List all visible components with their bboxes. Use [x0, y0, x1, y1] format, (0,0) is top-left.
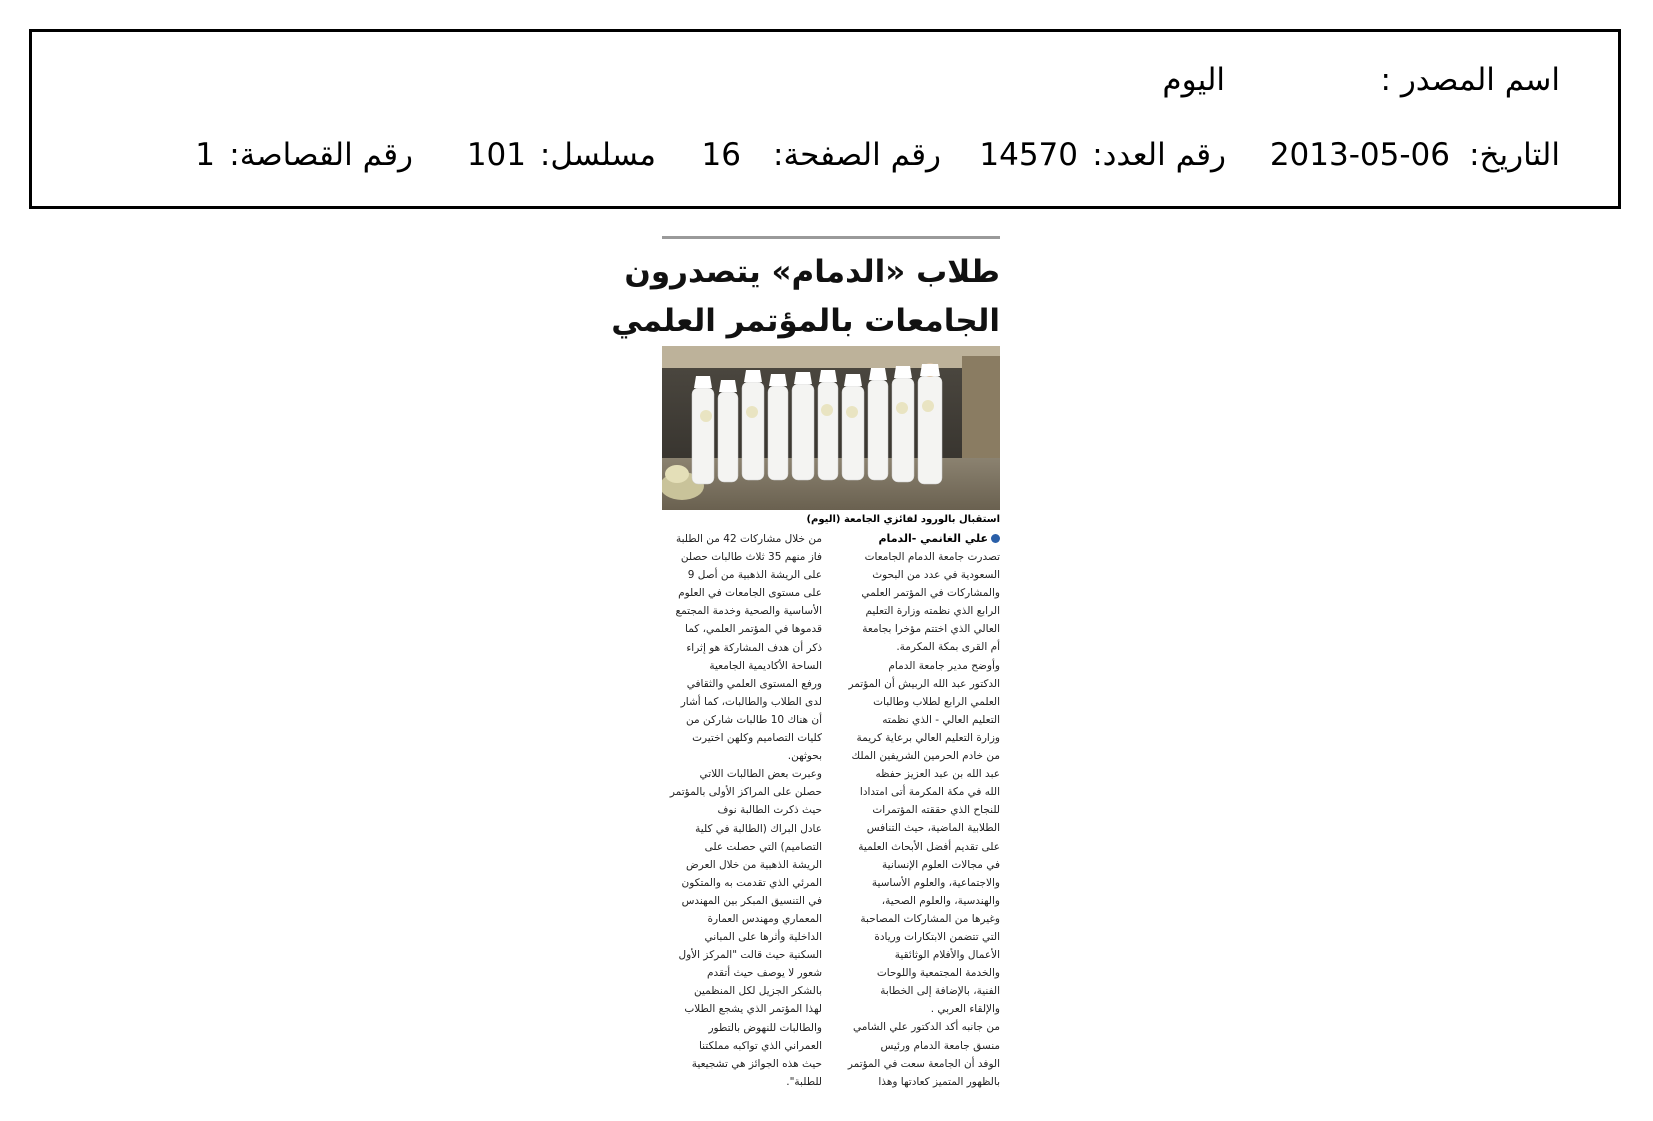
column-line: وزارة التعليم العالي برعاية كريمة — [856, 731, 1000, 744]
byline — [879, 532, 1001, 545]
column-line: ذكر أن هدف المشاركة هو إثراء — [686, 641, 822, 654]
serial-value: 101 — [466, 137, 526, 173]
top-rule — [662, 236, 1000, 239]
column-line: للنجاح الذي حققته المؤتمرات — [872, 804, 1000, 817]
column-line: الوفد أن الجامعة سعت في المؤتمر — [847, 1057, 1000, 1070]
column-line: كليات التصاميم وكلهن اختيرت — [692, 732, 822, 745]
column-line: شعور لا يوصف حيث أتقدم — [707, 967, 822, 980]
source-label: اسم المصدر : — [1380, 62, 1560, 98]
column-line: لدى الطلاب والطالبات، كما أشار — [680, 695, 822, 708]
column-line: بالشكر الجزيل لكل المنظمين — [693, 985, 822, 998]
column-line: حيث هذه الجوائز هي تشجيعية — [691, 1057, 822, 1070]
date-value: 2013-05-06 — [1269, 137, 1450, 173]
article-column-left — [662, 530, 822, 1091]
column-line: حيث ذكرت الطالبة نوف — [717, 804, 822, 817]
column-line: في مجالات العلوم الإنسانية — [882, 858, 1000, 871]
column-line: من جانبه أكد الدكتور علي الشامي — [853, 1021, 1000, 1034]
column-line: الأعمال والأفلام الوثائقية — [894, 949, 1000, 962]
clip-number-label: رقم القصاصة: — [229, 137, 413, 173]
column-line: والإلقاء العربي . — [930, 1003, 1000, 1016]
column-line: العمراني الذي تواكبه مملكتنا — [698, 1039, 822, 1052]
column-line: على مستوى الجامعات في العلوم — [678, 587, 822, 600]
headline-line-1: طلاب «الدمام» يتصدرون — [624, 254, 1000, 290]
column-line: عادل البراك (الطالبة في كلية — [695, 822, 822, 835]
column-line: على الريشة الذهبية من أصل 9 — [687, 569, 822, 582]
column-line: الله في مكة المكرمة أتى امتدادا — [859, 786, 1000, 799]
column-line: العلمي الرابع لطلاب وطالبات — [873, 695, 1000, 708]
column-line: من خلال مشاركات 42 من الطلبة — [675, 533, 822, 545]
column-line: والمشاركات في المؤتمر العلمي — [861, 587, 1000, 600]
column-line: قدموها في المؤتمر العلمي، كما — [685, 623, 822, 636]
column-line: الريشة الذهبية من خلال العرض — [686, 858, 822, 871]
source-value: اليوم — [1162, 62, 1225, 98]
article-headline — [611, 248, 1000, 346]
column-line: والخدمة المجتمعية واللوحات — [876, 967, 1000, 980]
photo-caption: استقبال بالورود لفائزي الجامعة (اليوم) — [806, 514, 1000, 525]
article-column-right — [840, 548, 1000, 1091]
column-line: ورفع المستوى العلمي والثقافي — [686, 677, 822, 690]
column-line: الأساسية والصحية وخدمة المجتمع — [675, 605, 822, 618]
issue-value: 14570 — [979, 137, 1078, 173]
column-line: عبد الله بن عبد العزيز حفظه — [875, 768, 1000, 781]
column-line: على تقديم أفضل الأبحاث العلمية — [858, 840, 1000, 853]
column-line: أم القرى بمكة المكرمة. — [896, 641, 1000, 654]
column-line: وأوضح مدير جامعة الدمام — [888, 659, 1000, 672]
column-line: فاز منهم 35 ثلاث طالبات حصلن — [680, 551, 822, 564]
issue-label: رقم العدد: — [1092, 137, 1226, 173]
column-line: التي تتضمن الابتكارات وريادة — [874, 930, 1000, 943]
byline-text: علي الغانمي -الدمام — [878, 532, 988, 545]
column-line: والاجتماعية، والعلوم الأساسية — [871, 876, 1000, 889]
column-line: المرئي الذي تقدمت به والمتكون — [681, 876, 822, 889]
clip-number-value: 1 — [195, 137, 215, 173]
column-line: لهذا المؤتمر الذي يشجع الطلاب — [684, 1003, 822, 1016]
column-line: في التنسيق المبكر بين المهندس — [681, 894, 822, 907]
column-line: والهندسية، والعلوم الصحية، — [881, 894, 1000, 907]
column-line: للطلبة". — [786, 1075, 822, 1088]
page-label: رقم الصفحة: — [773, 137, 941, 173]
column-line: المعماري ومهندس العمارة — [707, 912, 822, 925]
column-line: من خادم الحرمين الشريفين الملك — [851, 750, 1000, 763]
date-label: التاريخ: — [1469, 137, 1560, 173]
column-line: تصدرت جامعة الدمام الجامعات — [864, 551, 1000, 563]
column-line: الساحة الأكاديمية الجامعية — [709, 659, 822, 672]
column-line: منسق جامعة الدمام ورئيس — [880, 1039, 1000, 1052]
column-line: الفنية، بالإضافة إلى الخطابة — [880, 985, 1000, 998]
column-line: بالظهور المتميز كعادتها وهذا — [878, 1075, 1000, 1088]
column-line: التصاميم) التي حصلت على — [704, 840, 822, 853]
column-line: السكنية حيث قالت "المركز الأول — [678, 949, 822, 962]
source-info-box — [29, 29, 1621, 209]
news-clipping — [611, 236, 1000, 1106]
column-line: والطالبات للنهوض بالتطور — [708, 1021, 822, 1034]
bullet-icon — [991, 534, 1000, 543]
column-line: الدكتور عبد الله الربيش أن المؤتمر — [848, 677, 1000, 690]
column-line: وغيرها من المشاركات المصاحبة — [860, 912, 1000, 925]
page-value: 16 — [701, 137, 741, 173]
serial-label: مسلسل: — [539, 137, 656, 173]
column-line: بحوثهن. — [787, 750, 822, 763]
column-line: السعودية في عدد من البحوث — [872, 569, 1000, 582]
column-line: الطلابية الماضية، حيث التنافس — [866, 822, 1000, 835]
column-line: العالي الذي اختتم مؤخرا بجامعة — [862, 623, 1000, 636]
headline-line-2: الجامعات بالمؤتمر العلمي — [611, 303, 1000, 339]
column-line: حصلن على المراكز الأولى بالمؤتمر — [669, 786, 822, 799]
column-line: التعليم العالي - الذي نظمته — [882, 713, 1000, 726]
column-line: أن هناك 10 طالبات شاركن من — [686, 713, 822, 726]
column-line: الداخلية وأثرها على المباني — [704, 931, 822, 944]
article-photo — [662, 346, 1000, 510]
column-line: الرابع الذي نظمته وزارة التعليم — [865, 605, 1000, 618]
column-line: وعبرت بعض الطالبات اللاتي — [699, 768, 822, 781]
